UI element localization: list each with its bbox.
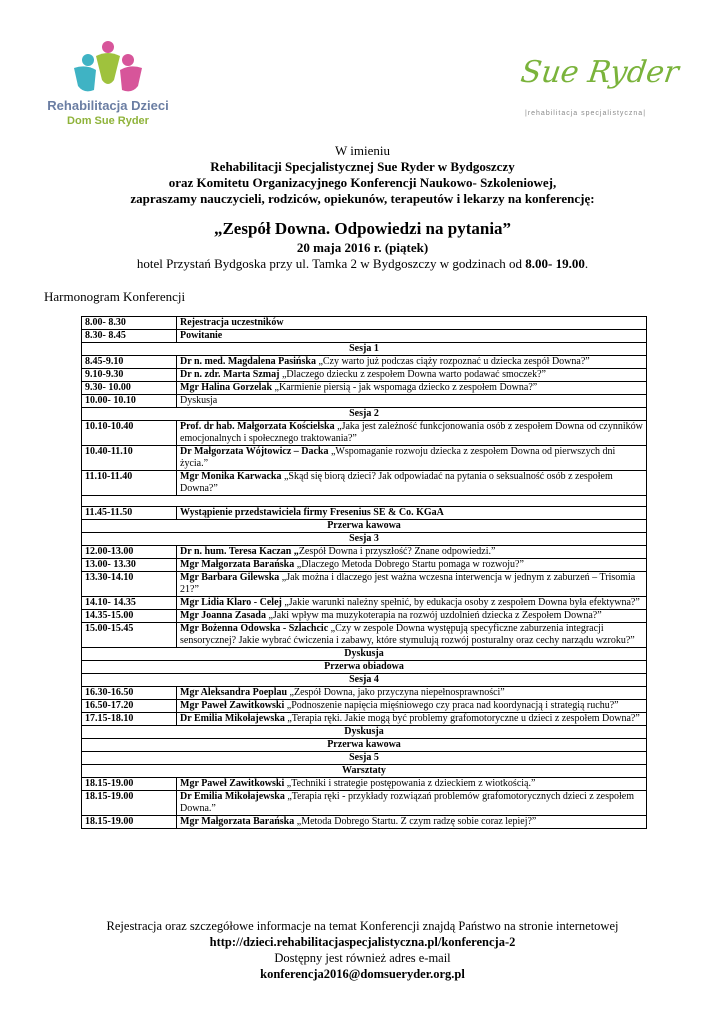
time-cell: 12.00-13.00 (82, 546, 177, 559)
talk-title: „Jaki wpływ ma muzykoterapia na rozwój uzdolnień dziecka z Zespołem Downa?” (265, 610, 602, 621)
talk-title: „Jak można i dlaczego jest ważna wczesna interwencja w jednym z zaburzeń – Trisomia 21?” (180, 572, 636, 595)
intro-line-4: zapraszamy nauczycieli, rodziców, opiekunów, terapeutów i lekarzy na konferencję: (130, 191, 595, 206)
place-hours: 8.00- 19.00 (525, 256, 585, 271)
talk-title: „Podnoszenie napięcia mięśniowego czy praca nad koordynacją i strategią ruchu?” (284, 700, 619, 711)
section-label: Sesja 2 (82, 408, 647, 421)
sue-ryder-subtitle: |rehabilitacja specjalistyczna| (525, 110, 647, 117)
description-cell (177, 700, 647, 713)
schedule-row (82, 778, 647, 791)
description-cell (177, 623, 647, 648)
section-label: Przerwa kawowa (82, 739, 647, 752)
description-cell (177, 395, 647, 408)
time-cell: 14.10- 14.35 (82, 597, 177, 610)
description-cell (177, 572, 647, 597)
schedule-row (82, 369, 647, 382)
time-cell: 18.15-19.00 (82, 816, 177, 829)
schedule-section-row (82, 752, 647, 765)
schedule-table (81, 316, 647, 829)
schedule-row (82, 507, 647, 520)
schedule-section-row (82, 408, 647, 421)
talk-title: „Wspomaganie rozwoju dziecka z zespołem Downa od pierwszych dni życia.” (180, 446, 616, 469)
speaker-name: Mgr Halina Gorzelak (180, 382, 273, 393)
description-cell (177, 778, 647, 791)
sue-ryder-signature: Sue Ryder (518, 55, 681, 90)
blank-cell (82, 496, 647, 507)
description-cell (177, 546, 647, 559)
intro-line-1: W imieniu (334, 143, 390, 158)
intro-line-3: oraz Komitetu Organizacyjnego Konferencji Naukowo- Szkoleniowej, (168, 175, 557, 190)
description-cell (177, 317, 647, 330)
time-cell: 10.40-11.10 (82, 446, 177, 471)
schedule-row (82, 597, 647, 610)
speaker-name: Dr Małgorzata Wójtowicz – Dacka (180, 446, 329, 457)
time-cell: 10.10-10.40 (82, 421, 177, 446)
description-cell (177, 687, 647, 700)
section-label: Sesja 4 (82, 674, 647, 687)
description-cell (177, 816, 647, 829)
speaker-name: Mgr Paweł Zawitkowski (180, 778, 285, 789)
speaker-name: Mgr Barbara Gilewska (180, 572, 280, 583)
speaker-name: Mgr Aleksandra Poeplau (180, 687, 288, 698)
section-label: Warsztaty (82, 765, 647, 778)
schedule-blank-row (82, 496, 647, 507)
schedule-row (82, 623, 647, 648)
schedule-section-row (82, 533, 647, 546)
speaker-name: Mgr Lidia Klaro - Celej (180, 597, 282, 608)
time-cell: 16.50-17.20 (82, 700, 177, 713)
footer (0, 918, 725, 982)
description-cell (177, 791, 647, 816)
section-label: Sesja 1 (82, 343, 647, 356)
time-cell: 15.00-15.45 (82, 623, 177, 648)
description-cell (177, 356, 647, 369)
footer-email-link[interactable]: konferencja2016@domsueryder.org.pl (260, 967, 465, 981)
speaker-name: Prof. dr hab. Małgorzata Kościelska (180, 421, 335, 432)
description-cell (177, 369, 647, 382)
talk-title: „Jaka jest zależność funkcjonowania osób z zespołem Downa od czynników emocjonalnych i społecznego traktowania?” (180, 421, 643, 444)
speaker-name: Mgr Małgorzata Barańska (180, 816, 295, 827)
footer-email-text: Dostępny jest również adres e-mail (274, 951, 451, 965)
time-cell: 8.00- 8.30 (82, 317, 177, 330)
speaker-name: Dr n. hum. Teresa Kaczan „ (180, 546, 299, 557)
speaker-name: Mgr Joanna Zasada (180, 610, 266, 621)
time-cell: 13.30-14.10 (82, 572, 177, 597)
rehabilitacja-dzieci-logo (38, 40, 178, 140)
description-cell (177, 610, 647, 623)
talk-title: „Zespół Downa, jako przyczyna niepełnosprawności” (287, 687, 505, 698)
conference-date: 20 maja 2016 r. (piątek) (296, 240, 429, 255)
schedule-row (82, 446, 647, 471)
children-figures-icon (66, 40, 150, 96)
place-text: hotel Przystań Bydgoska przy ul. Tamka 2 w Bydgoszczy w godzinach od (136, 256, 526, 271)
talk-title: „Metoda Dobrego Startu. Z czym radzę sobie coraz lepiej?” (294, 816, 537, 827)
schedule-section-row (82, 520, 647, 533)
invitation-intro (0, 143, 725, 207)
time-cell: 17.15-18.10 (82, 713, 177, 726)
schedule-row (82, 421, 647, 446)
speaker-name: Mgr Małgorzata Barańska (180, 559, 295, 570)
schedule-row (82, 330, 647, 343)
sue-ryder-logo (515, 55, 681, 125)
schedule-row (82, 713, 647, 726)
speaker-name: Dr n. med. Magdalena Pasińska (180, 356, 316, 367)
speaker-name: Mgr Monika Karwacka (180, 471, 282, 482)
schedule-row (82, 687, 647, 700)
speaker-name: Rejestracja uczestników (180, 317, 284, 328)
section-label: Przerwa kawowa (82, 520, 647, 533)
talk-title: „Skąd się biorą dzieci? Jak odpowiadać na pytania o seksualność osób z zespołem Downa?” (180, 471, 613, 494)
speaker-name: Wystąpienie przedstawiciela firmy Fresenius SE & Co. KGaA (180, 507, 444, 518)
talk-title: „Terapia ręki. Jakie mogą być problemy grafomotoryczne u dzieci z zespołem Downa?” (284, 713, 640, 724)
time-cell: 16.30-16.50 (82, 687, 177, 700)
talk-title: „Czy w zespole Downa występują specyficzne zaburzenia integracji sensorycznej? Jakie wybrać ćwiczenia i zabawy, które stymulują rozwój posturalny oraz cechy narządu wzroku?” (180, 623, 635, 646)
talk-title: „Techniki i strategie postępowania z dzieckiem z wiotkością.” (284, 778, 536, 789)
schedule-row (82, 559, 647, 572)
section-label: Sesja 5 (82, 752, 647, 765)
schedule-section-row (82, 648, 647, 661)
schedule-row (82, 816, 647, 829)
time-cell: 18.15-19.00 (82, 778, 177, 791)
description-cell (177, 446, 647, 471)
intro-line-2: Rehabilitacji Specjalistycznej Sue Ryder w Bydgoszczy (210, 159, 515, 174)
description-cell (177, 597, 647, 610)
talk-title: „Dlaczego Metoda Dobrego Startu pomaga w rozwoju?” (294, 559, 524, 570)
talk-title: „Jakie warunki należny spełnić, by edukacja osoby z zespołem Downa była efektywna?” (281, 597, 640, 608)
schedule-row (82, 700, 647, 713)
schedule-row (82, 471, 647, 496)
time-cell: 8.45-9.10 (82, 356, 177, 369)
time-cell: 13.00- 13.30 (82, 559, 177, 572)
schedule-row (82, 791, 647, 816)
section-label: Przerwa obiadowa (82, 661, 647, 674)
footer-registration-text: Rejestracja oraz szczegółowe informacje na temat Konferencji znajdą Państwo na stronie internetowej (106, 919, 619, 933)
section-label: Dyskusja (82, 648, 647, 661)
schedule-section-row (82, 343, 647, 356)
logo-subtitle: Dom Sue Ryder (67, 115, 149, 127)
talk-title: „Karmienie piersią - jak wspomaga dziecko z zespołem Downa?” (272, 382, 538, 393)
time-cell: 10.00- 10.10 (82, 395, 177, 408)
schedule-row (82, 382, 647, 395)
schedule-section-row (82, 726, 647, 739)
time-cell: 11.10-11.40 (82, 471, 177, 496)
schedule-heading: Harmonogram Konferencji (44, 289, 186, 304)
conference-place (0, 256, 725, 272)
time-cell: 14.35-15.00 (82, 610, 177, 623)
logo-title: Rehabilitacja Dzieci (47, 98, 169, 113)
talk-title: Zespół Downa i przyszłość? Znane odpowiedzi.” (298, 546, 496, 557)
section-label: Dyskusja (82, 726, 647, 739)
speaker-name: Dr Emilia Mikołajewska (180, 713, 285, 724)
place-suffix: . (584, 256, 589, 271)
speaker-name: Mgr Paweł Zawitkowski (180, 700, 285, 711)
time-cell: 18.15-19.00 (82, 791, 177, 816)
speaker-name: Powitanie (180, 330, 223, 341)
schedule-section-row (82, 674, 647, 687)
talk-title: „Dlaczego dziecku z zespołem Downa warto podawać smoczek?” (279, 369, 546, 380)
description-cell (177, 507, 647, 520)
time-cell: 9.30- 10.00 (82, 382, 177, 395)
talk-title: „Terapia ręki - przykłady rozwiązań problemów grafomotorycznych dzieci z zespołem Downa.” (180, 791, 634, 814)
section-label: Sesja 3 (82, 533, 647, 546)
schedule-row (82, 317, 647, 330)
speaker-name: Dr Emilia Mikołajewska (180, 791, 285, 802)
speaker-name: Mgr Bożenna Odowska - Szlachcic (180, 623, 329, 634)
description-cell (177, 382, 647, 395)
footer-url-link[interactable]: http://dzieci.rehabilitacjaspecjalistyczna.pl/konferencja-2 (209, 935, 516, 949)
description-cell (177, 471, 647, 496)
schedule-section-row (82, 765, 647, 778)
schedule-row (82, 395, 647, 408)
description-cell (177, 559, 647, 572)
conference-title: „Zespół Downa. Odpowiedzi na pytania” (213, 219, 512, 238)
talk-title: Dyskusja (180, 395, 218, 406)
schedule-row (82, 572, 647, 597)
time-cell: 8.30- 8.45 (82, 330, 177, 343)
description-cell (177, 421, 647, 446)
description-cell (177, 713, 647, 726)
description-cell (177, 330, 647, 343)
schedule-section-row (82, 661, 647, 674)
schedule-row (82, 546, 647, 559)
schedule-row (82, 356, 647, 369)
time-cell: 11.45-11.50 (82, 507, 177, 520)
time-cell: 9.10-9.30 (82, 369, 177, 382)
schedule-section-row (82, 739, 647, 752)
schedule-row (82, 610, 647, 623)
talk-title: „Czy warto już podczas ciąży rozpoznać u dziecka zespół Downa?” (315, 356, 590, 367)
speaker-name: Dr n. zdr. Marta Szmaj (180, 369, 280, 380)
